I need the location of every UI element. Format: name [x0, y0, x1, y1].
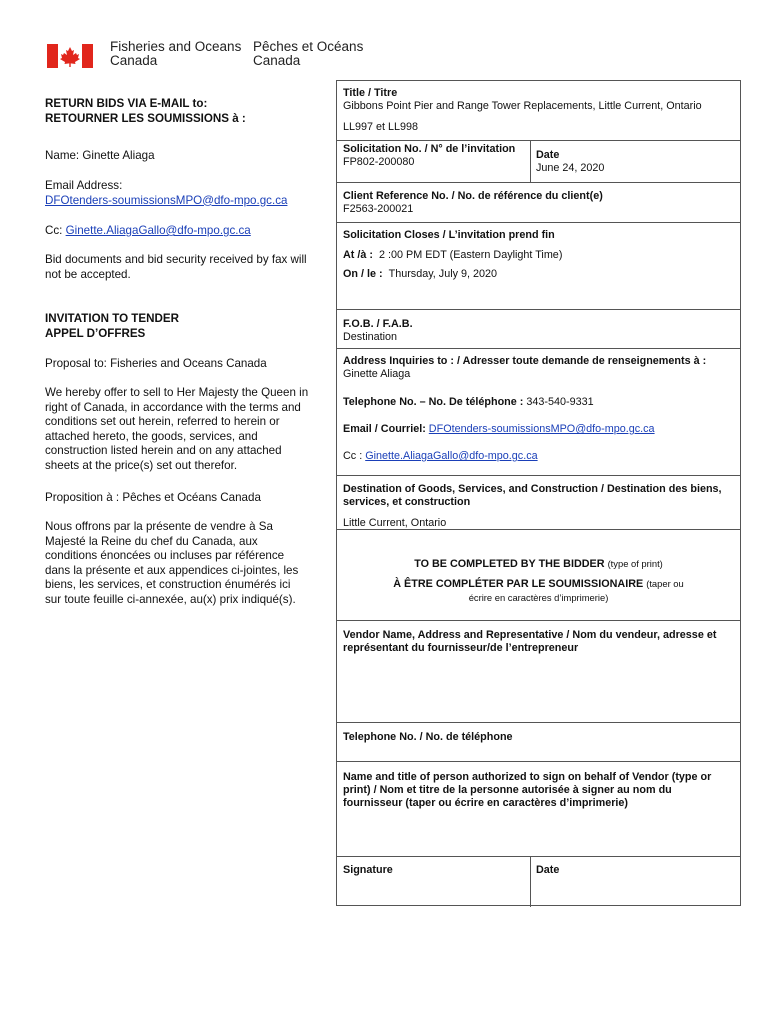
bidder-heading: TO BE COMPLETED BY THE BIDDER (type of print) À ÊTRE COMPLÉTER PAR LE SOUMISSIONAIRE (taper ou écrire en caractères d’imprimerie)	[393, 558, 684, 603]
email-label: Email Address:	[45, 179, 123, 192]
issue-date-cell: Date June 24, 2020	[530, 149, 742, 175]
title-value-2: LL997 et LL998	[343, 121, 419, 133]
fob-value: Destination	[343, 331, 398, 343]
return-bids-heading: RETURN BIDS VIA E-MAIL to: RETOURNER LES SOUMISSIONS à :	[45, 97, 246, 125]
fob-cell: F.O.B. / F.A.B. Destination	[337, 318, 740, 344]
authorized-person-field[interactable]: Name and title of person authorized to sign on behalf of Vendor (type or print) / Nom et titre de la personne autorisée à signer au nom du fournisseur (taper ou écrire en caractères d’imprimerie)	[343, 771, 712, 809]
department-name-fr: Pêches et Océans Canada	[253, 39, 364, 68]
destination-cell: Destination of Goods, Services, and Construction / Destination des biens, services, et construction Little Current, Ontario	[337, 483, 740, 530]
email-block	[45, 179, 315, 208]
proposal-en: Proposal to: Fisheries and Oceans Canada	[45, 357, 267, 370]
cc-label: Cc:	[45, 224, 66, 237]
closing-date: Thursday, July 9, 2020	[388, 268, 498, 280]
closing-time: 2 :00 PM EDT (Eastern Daylight Time)	[379, 249, 563, 261]
inquiries-cc-link[interactable]: Ginette.AliagaGallo@dfo-mpo.gc.ca	[365, 450, 538, 462]
signature-field[interactable]: Signature	[343, 864, 393, 876]
signature-date-field[interactable]: Date	[536, 864, 560, 876]
proposal-fr: Proposition à : Pêches et Océans Canada	[45, 491, 261, 504]
closing-cell: Solicitation Closes / L’invitation prend fin At /à : 2 :00 PM EDT (Eastern Daylight Time) On / le : Thursday, July 9, 2020	[343, 229, 563, 280]
title-value: Gibbons Point Pier and Range Tower Replacements, Little Current, Ontario	[343, 100, 702, 112]
fax-note: Bid documents and bid security received by fax will not be accepted.	[45, 253, 307, 281]
solicitation-value: FP802-200080	[343, 156, 415, 168]
canada-flag-icon	[47, 44, 93, 68]
inquiries-value: Ginette Aliaga	[343, 368, 411, 380]
telephone-value: 343-540-9331	[526, 396, 594, 408]
client-reference-value: F2563-200021	[343, 203, 414, 215]
vendor-field[interactable]: Vendor Name, Address and Representative / Nom du vendeur, adresse et représentant du fournisseur/de l’entrepreneur	[343, 629, 717, 654]
invitation-heading: INVITATION TO TENDER APPEL D’OFFRES	[45, 312, 179, 340]
title-cell: Title / Titre Gibbons Point Pier and Range Tower Replacements, Little Current, Ontario LL997 et LL998	[337, 87, 740, 134]
inquiries-email-link[interactable]: DFOtenders-soumissionsMPO@dfo-mpo.gc.ca	[428, 423, 655, 435]
cc-line	[45, 224, 315, 239]
solicitation-cell: Solicitation No. / N° de l’invitation FP802-200080	[337, 143, 530, 169]
email-link[interactable]: DFOtenders-soumissionsMPO@dfo-mpo.gc.ca	[45, 193, 288, 207]
inquiries-cell: Address Inquiries to : / Adresser toute demande de renseignements à : Ginette Aliaga Telephone No. – No. De téléphone : 343-540-9331 Email / Courriel: DFOtenders-soumissionsMPO@dfo-mpo.gc.ca Cc : Ginette.AliagaGallo@dfo-mpo.gc.ca	[343, 355, 707, 462]
department-name-en: Fisheries and Oceans Canada	[110, 39, 242, 68]
tender-info-table	[336, 80, 741, 906]
issue-date-value: June 24, 2020	[536, 162, 605, 174]
vendor-telephone-field[interactable]: Telephone No. / No. de téléphone	[343, 731, 513, 743]
client-reference-cell: Client Reference No. / No. de référence du client(e) F2563-200021	[337, 190, 740, 216]
offer-en: We hereby offer to sell to Her Majesty the Queen in right of Canada, in accordance with the terms and conditions set out herein, referred to herein or attached hereto, the goods, services, and construction listed herein and on any attached sheets at the price(s) set out therefor.	[45, 386, 309, 472]
offer-fr: Nous offrons par la présente de vendre à Sa Majesté la Reine du chef du Canada, aux conditions énoncées ou incluses par référence dans la présente et aux appendices ci-jointes, les biens, les services, et construction énumérés ici sur toute feuille ci-annexée, au(x) prix indiqué(s).	[45, 520, 299, 606]
contact-name: Name: Ginette Aliaga	[45, 149, 155, 162]
destination-value: Little Current, Ontario	[343, 517, 447, 529]
cc-email-link[interactable]: Ginette.AliagaGallo@dfo-mpo.gc.ca	[65, 224, 251, 237]
